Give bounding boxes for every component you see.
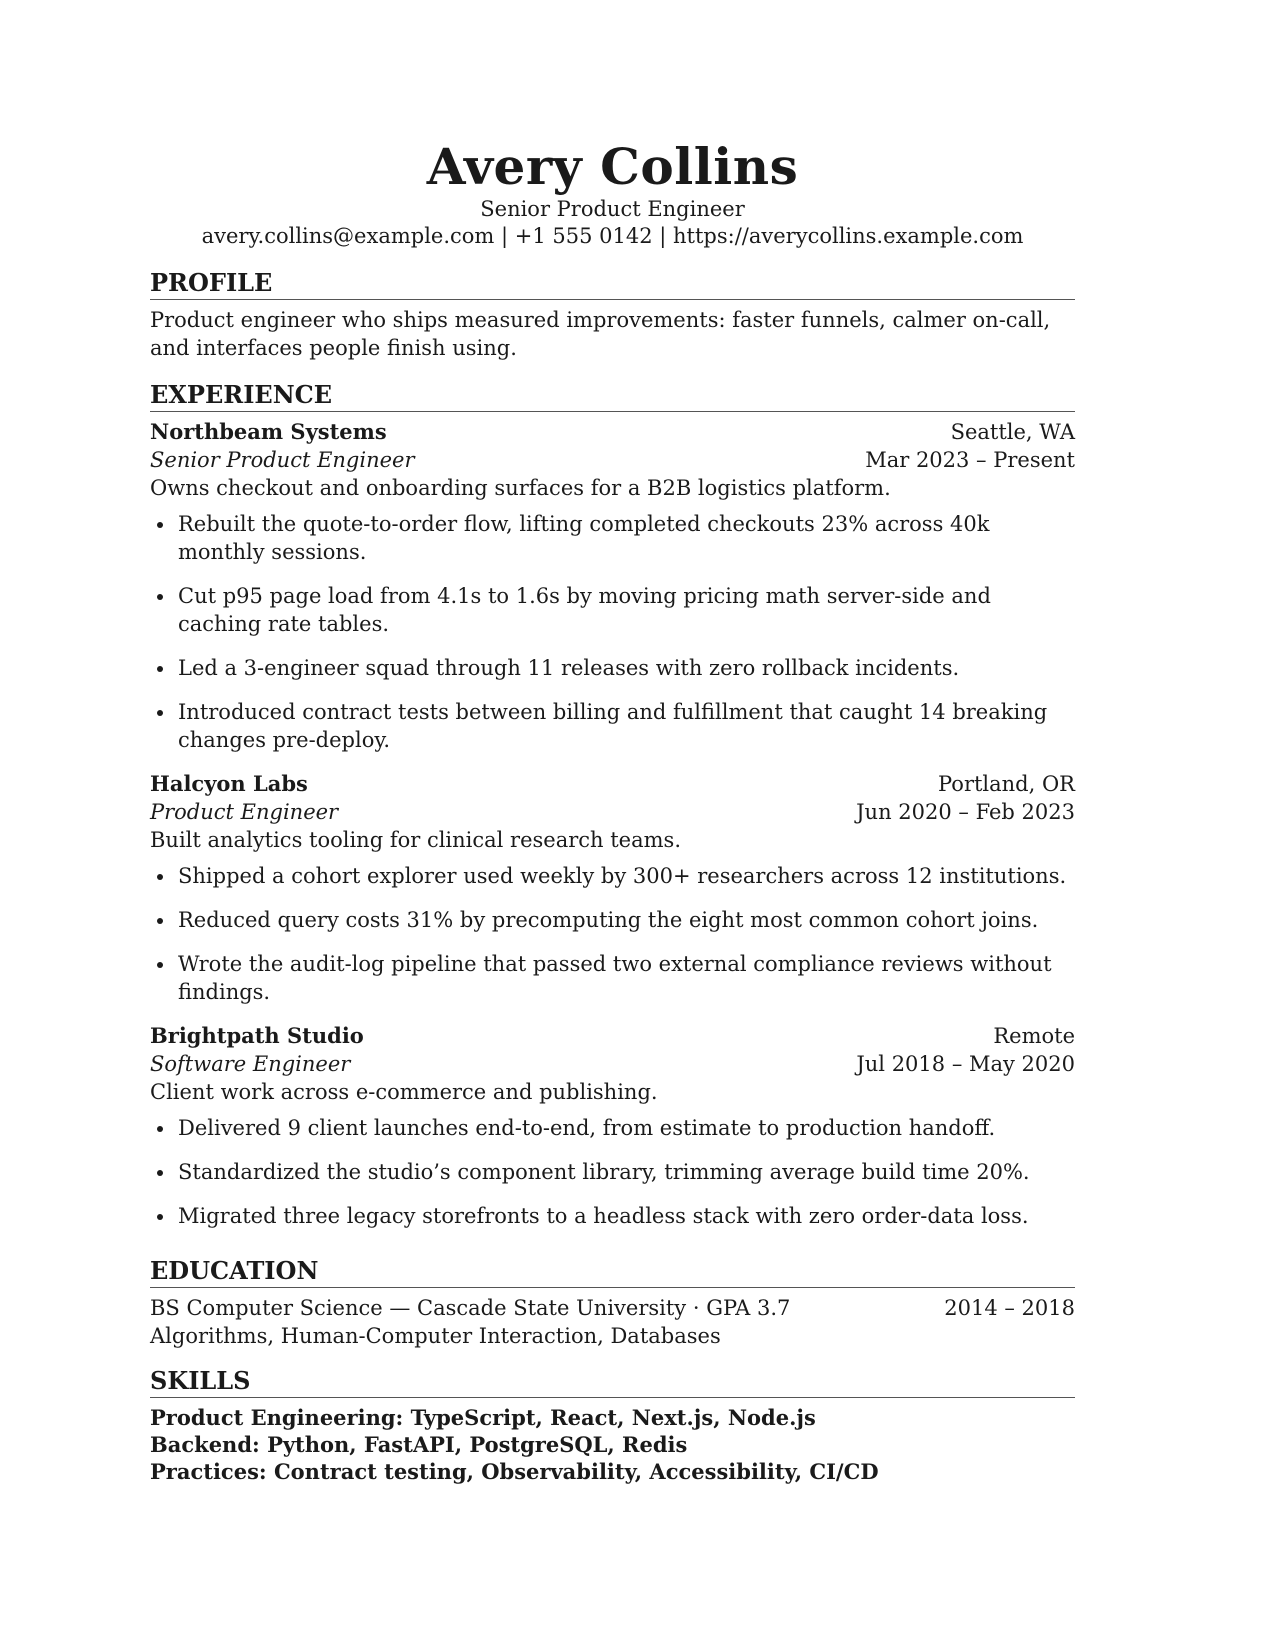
job-header-row — [150, 418, 1075, 446]
candidate-title: Senior Product Engineer — [480, 197, 745, 221]
section-heading-education: EDUCATION — [150, 1256, 1075, 1288]
candidate-name: Avery Collins — [426, 137, 799, 196]
skills-section — [150, 1366, 1075, 1485]
job-bullet: Delivered 9 client launches end-to-end, from estimate to production handoff. — [178, 1114, 1075, 1142]
section-heading-experience: EXPERIENCE — [150, 380, 1075, 412]
job-bullet: Led a 3-engineer squad through 11 releases with zero rollback incidents. — [178, 654, 1075, 682]
experience-section — [150, 380, 1075, 1230]
job-dates: Jun 2020 – Feb 2023 — [856, 800, 1075, 824]
job-company: Northbeam Systems — [150, 419, 387, 444]
education-entry — [150, 1294, 1075, 1350]
job-bullet: Reduced query costs 31% by precomputing the eight most common cohort joins. — [178, 906, 1075, 934]
job-bullet: Migrated three legacy storefronts to a headless stack with zero order-data loss. — [178, 1202, 1075, 1230]
job-bullet: Introduced contract tests between billing and fulfillment that caught 14 breaking changes pre-deploy. — [178, 698, 1075, 754]
education-dates: 2014 – 2018 — [944, 1296, 1075, 1320]
job-bullet: Standardized the studio’s component library, trimming average build time 20%. — [178, 1158, 1075, 1186]
job-role: Senior Product Engineer — [150, 448, 415, 472]
job-bullets — [150, 862, 1075, 1006]
job-role: Software Engineer — [150, 1052, 351, 1076]
skills-line: Practices: Contract testing, Observability, Accessibility, CI/CD — [150, 1459, 879, 1484]
skills-line: Backend: Python, FastAPI, PostgreSQL, Redis — [150, 1432, 688, 1457]
job-dates: Jul 2018 – May 2020 — [856, 1052, 1075, 1076]
job-location: Remote — [993, 1024, 1075, 1048]
job-bullet: Shipped a cohort explorer used weekly by 300+ researchers across 12 institutions. — [178, 862, 1075, 890]
job-bullets — [150, 510, 1075, 754]
resume-header — [0, 0, 1275, 250]
profile-section — [150, 268, 1075, 362]
job-entry — [150, 1022, 1075, 1230]
job-summary: Built analytics tooling for clinical research teams. — [150, 828, 681, 852]
job-location: Seattle, WA — [950, 420, 1075, 444]
skills-line: Product Engineering: TypeScript, React, Next.js, Node.js — [150, 1405, 816, 1430]
education-row — [150, 1294, 1075, 1322]
job-header-row — [150, 770, 1075, 798]
education-coursework: Algorithms, Human-Computer Interaction, Databases — [150, 1324, 721, 1348]
job-company: Brightpath Studio — [150, 1023, 364, 1048]
job-role: Product Engineer — [150, 800, 339, 824]
profile-text: Product engineer who ships measured improvements: faster funnels, calmer on-call, and interfaces people finish using. — [150, 308, 1051, 360]
job-location: Portland, OR — [938, 772, 1075, 796]
job-dates: Mar 2023 – Present — [865, 448, 1075, 472]
job-role-row — [150, 798, 1075, 826]
job-bullets — [150, 1114, 1075, 1230]
section-heading-profile: PROFILE — [150, 268, 1075, 300]
job-summary: Owns checkout and onboarding surfaces for a B2B logistics platform. — [150, 476, 891, 500]
contact-line: avery.collins@example.com | +1 555 0142 | https://averycollins.example.com — [201, 224, 1024, 248]
education-degree: BS Computer Science — Cascade State University · GPA 3.7 — [150, 1296, 791, 1320]
job-bullet: Wrote the audit-log pipeline that passed two external compliance reviews without findings. — [178, 950, 1075, 1006]
job-role-row — [150, 1050, 1075, 1078]
education-section — [150, 1256, 1075, 1350]
skills-list — [150, 1404, 1075, 1485]
job-bullet: Cut p95 page load from 4.1s to 1.6s by moving pricing math server-side and caching rate tables. — [178, 582, 1075, 638]
job-company: Halcyon Labs — [150, 771, 308, 796]
job-header-row — [150, 1022, 1075, 1050]
job-summary: Client work across e-commerce and publishing. — [150, 1080, 658, 1104]
job-entry — [150, 770, 1075, 1006]
job-role-row — [150, 446, 1075, 474]
section-heading-skills: SKILLS — [150, 1366, 1075, 1398]
job-entry — [150, 418, 1075, 754]
job-bullet: Rebuilt the quote-to-order flow, lifting completed checkouts 23% across 40k monthly sessions. — [178, 510, 1075, 566]
